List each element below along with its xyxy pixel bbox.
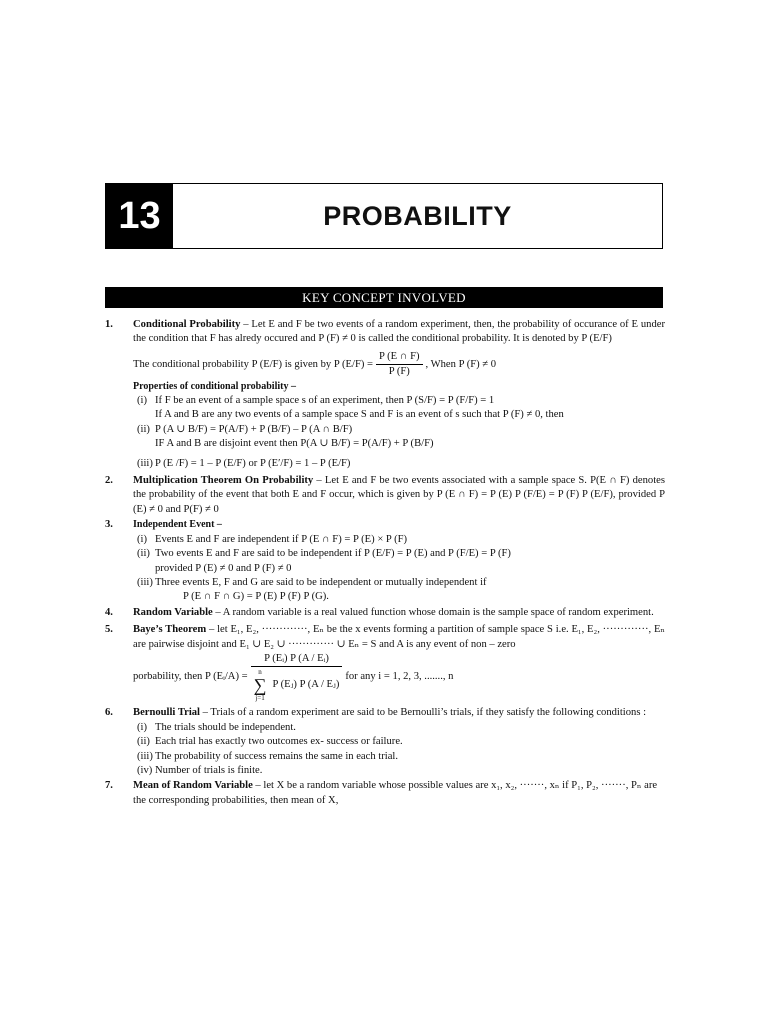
key-concept-bar: KEY CONCEPT INVOLVED bbox=[105, 287, 663, 308]
property-text: P (A ∪ B/F) = P(A/F) + P (B/F) – P (A ∩ B/F) bbox=[155, 423, 353, 435]
item-bernoulli-trial bbox=[105, 706, 665, 778]
sub-text: Each trial has exactly two outcomes ex- success or failure. bbox=[155, 736, 403, 748]
item-text bbox=[133, 623, 665, 652]
sub-text: Three events E, F and G are said to be independent or mutually independent if bbox=[155, 576, 487, 588]
item-conditional-probability bbox=[105, 318, 665, 471]
bayes-formula bbox=[133, 652, 665, 703]
fraction-denominator bbox=[251, 667, 343, 703]
item-multiplication-theorem bbox=[105, 474, 665, 517]
sub-line bbox=[137, 721, 665, 735]
sub-text: The probability of success remains the same in each trial. bbox=[155, 750, 398, 762]
item-bayes-theorem bbox=[105, 623, 665, 703]
denominator-term: P (Eⱼ) P (A / Eⱼ) bbox=[272, 679, 340, 691]
content bbox=[105, 318, 665, 809]
fraction-numerator: P (E ∩ F) bbox=[376, 350, 423, 365]
property-text: P (E /F) = 1 – P (E/F) or P (E′/F) = 1 – P (E/F) bbox=[155, 457, 351, 469]
fraction bbox=[251, 652, 343, 703]
roman-numeral: (i) bbox=[137, 533, 147, 545]
item-text bbox=[133, 606, 665, 620]
item-mean-random-variable bbox=[105, 779, 665, 808]
property-line: IF A and B are disjoint event then P(A ∪ B/F) = P(A/F) + P (B/F) bbox=[155, 438, 434, 450]
item-body: – let X be a random variable whose possible values are x₁, x₂, ·······, xₙ if P₁, P₂, ·······, Pₙ are the corresponding probabilities, then mean of X, bbox=[133, 780, 658, 806]
item-number: 3. bbox=[105, 519, 113, 531]
formula-suffix: for any i = 1, 2, 3, ......., n bbox=[345, 671, 454, 683]
properties-heading: Properties of conditional probability – bbox=[133, 380, 296, 392]
property-line bbox=[137, 394, 665, 408]
item-body: – Let E and F be two events associated with a sample space S. P(E ∩ F) denotes the probability of the event that both E and F occur, which is given by P (E ∩ F) = P (E) P (F/E) = P (F) P (E/F), provided P (E) ≠ 0 and P(F) ≠ 0 bbox=[133, 475, 665, 515]
item-heading: Independent Event – bbox=[133, 519, 222, 531]
item-independent-event bbox=[105, 518, 665, 604]
summation-lower: j=1 bbox=[255, 694, 265, 703]
item-number: 4. bbox=[105, 606, 113, 618]
sub-line bbox=[137, 547, 665, 561]
item-body: – A random variable is a real valued function whose domain is the sample space of random experiment. bbox=[212, 606, 654, 618]
item-text bbox=[133, 474, 665, 517]
sub-text: Two events E and F are said to be independent if P (E/F) = P (E) and P (F/E) = P (F) bbox=[155, 548, 511, 560]
item-number: 7. bbox=[105, 780, 113, 792]
item-body: – let E₁, E₂, ·············, Eₙ be the x events forming a partition of sample space S i.e. E₁, E₂, ·············, Eₙ are pairwise disjoint and E₁ ∪ E₂ ∪ ············· ∪ Eₙ = S and A is any event of non – zero bbox=[133, 624, 666, 650]
summation-upper: n bbox=[258, 668, 262, 677]
sub-line bbox=[137, 764, 665, 778]
summation-symbol: ∑ bbox=[253, 675, 267, 696]
sub-text: The trials should be independent. bbox=[155, 721, 296, 733]
roman-numeral: (ii) bbox=[137, 548, 150, 560]
item-heading: Random Variable bbox=[133, 606, 213, 618]
item-heading: Mean of Random Variable bbox=[133, 780, 253, 792]
item-number: 2. bbox=[105, 475, 113, 487]
item-heading: Conditional Probability bbox=[133, 319, 241, 330]
formula-suffix: , When P (F) ≠ 0 bbox=[425, 358, 497, 370]
formula-prefix: The conditional probability P (E/F) is given by P (E/F) = bbox=[133, 358, 373, 370]
roman-numeral: (iii) bbox=[137, 576, 153, 588]
item-text bbox=[133, 779, 665, 808]
item-text bbox=[133, 318, 665, 347]
sub-text: Number of trials is finite. bbox=[155, 764, 263, 776]
fraction bbox=[376, 350, 423, 380]
item-number: 6. bbox=[105, 707, 113, 719]
property-line bbox=[137, 457, 665, 471]
property-line: If A and B are any two events of a sample space S and F is an event of s such that P (F) ≠ 0, then bbox=[155, 409, 564, 421]
roman-numeral: (iv) bbox=[137, 764, 153, 776]
sub-text: Events E and F are independent if P (E ∩ F) = P (E) × P (F) bbox=[155, 533, 408, 545]
item-heading: Bernoulli Trial bbox=[133, 707, 201, 719]
chapter-header bbox=[105, 183, 663, 249]
formula-prefix: porbability, then P (Eᵢ/A) = bbox=[133, 671, 248, 683]
item-number: 5. bbox=[105, 624, 113, 636]
item-text bbox=[133, 706, 665, 720]
item-random-variable bbox=[105, 606, 665, 620]
item-body: – Let E and F be two events of a random experiment, then, the probability of occurance of E under the condition that F has alredy occured and P (F) ≠ 0 is called the conditional probability. It is denoted by P (E/F) bbox=[133, 319, 665, 345]
roman-numeral: (ii) bbox=[137, 423, 150, 435]
property-text: If F be an event of a sample space s of an experiment, then P (S/F) = P (F/F) = 1 bbox=[155, 395, 495, 407]
sub-line bbox=[137, 750, 665, 764]
sub-line bbox=[137, 576, 665, 590]
roman-numeral: (ii) bbox=[137, 736, 150, 748]
sub-line bbox=[137, 735, 665, 749]
chapter-title: PROBABILITY bbox=[323, 200, 512, 231]
item-heading: Multiplication Theorem On Probability bbox=[133, 475, 314, 487]
sub-line bbox=[137, 533, 665, 547]
property-line bbox=[137, 423, 665, 437]
roman-numeral: (iii) bbox=[137, 457, 153, 469]
item-body: – Trials of a random experiment are said to be Bernoulli’s trials, if they satisfy the following conditions : bbox=[200, 707, 647, 719]
roman-numeral: (i) bbox=[137, 395, 147, 407]
roman-numeral: (i) bbox=[137, 721, 147, 733]
item-heading: Baye’s Theorem bbox=[133, 624, 207, 636]
summation bbox=[254, 667, 267, 703]
roman-numeral: (iii) bbox=[137, 750, 153, 762]
chapter-number: 13 bbox=[106, 184, 173, 248]
fraction-denominator: P (F) bbox=[388, 366, 410, 378]
fraction-numerator: P (Eᵢ) P (A / Eᵢ) bbox=[251, 652, 343, 667]
sub-line: P (E ∩ F ∩ G) = P (E) P (F) P (G). bbox=[183, 591, 329, 603]
item-number: 1. bbox=[105, 319, 113, 330]
sub-line: provided P (E) ≠ 0 and P (F) ≠ 0 bbox=[155, 562, 292, 574]
conditional-formula bbox=[133, 350, 665, 380]
